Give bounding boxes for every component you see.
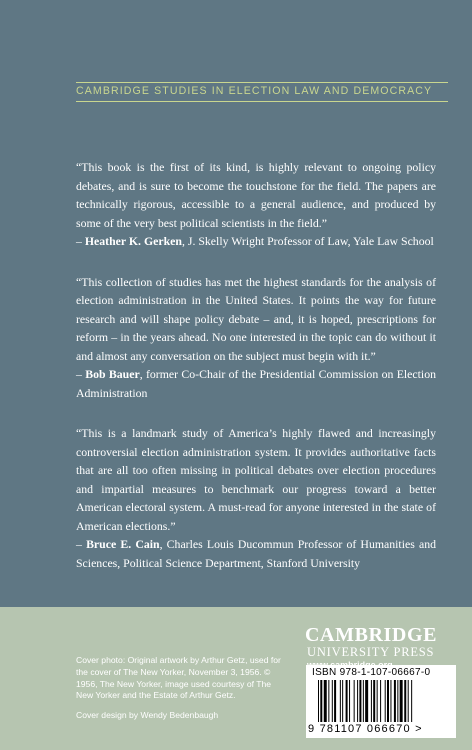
barcode-bar bbox=[346, 680, 348, 722]
publisher-name: CAMBRIDGE bbox=[305, 624, 438, 646]
barcode-bar bbox=[404, 680, 406, 722]
endorsements bbox=[76, 158, 436, 594]
endorser-affiliation: , J. Skelly Wright Professor of Law, Yale Law School bbox=[181, 234, 434, 248]
endorsement-attribution bbox=[76, 232, 436, 251]
barcode-bar bbox=[411, 680, 412, 722]
barcode-bar bbox=[340, 680, 341, 722]
design-credit: Cover design by Wendy Bedenbaugh bbox=[76, 710, 219, 721]
barcode-bar bbox=[385, 680, 386, 722]
photo-credit: Cover photo: Original artwork by Arthur Getz, used for the cover of The New Yorker, November 3, 1956. © 1956, The New Yorker, image used courtesy of The New Yorker and the Estate of Arthur Getz. bbox=[76, 655, 281, 701]
endorsement-text: “This book is the first of its kind, is highly relevant to ongoing policy debates, and is sure to become the touchstone for the field. The papers are technically rigorous, accessible to a general audience, and produced by some of the very best political scientists in the field.” bbox=[76, 160, 436, 230]
barcode-bar bbox=[390, 680, 391, 722]
endorsement-text: “This is a landmark study of America’s highly flawed and increasingly controversial election administration system. It provides authoritative facts that are all too often missing in political debates over election procedures and impartial measures to benchmark our progress toward a better American electoral system. A must-read for anyone interested in the state of American elections.” bbox=[76, 426, 436, 533]
barcode-bar bbox=[328, 680, 329, 722]
endorsement bbox=[76, 273, 436, 403]
barcode-bar bbox=[354, 680, 355, 722]
barcode-bar bbox=[400, 680, 403, 722]
series-rule-bottom bbox=[76, 101, 448, 102]
publisher-press: UNIVERSITY PRESS bbox=[307, 645, 435, 659]
barcode-bar bbox=[394, 680, 396, 722]
endorser-name: Bruce E. Cain bbox=[86, 537, 160, 551]
barcode-bar bbox=[359, 680, 361, 722]
endorser-name: Bob Bauer bbox=[85, 367, 140, 381]
endorsement-attribution bbox=[76, 365, 436, 402]
barcode-bar bbox=[318, 680, 319, 722]
barcode-bar bbox=[357, 680, 358, 722]
barcode-bar bbox=[365, 680, 368, 722]
attribution-dash: – bbox=[76, 537, 87, 551]
barcode-bar bbox=[324, 680, 327, 722]
endorser-affiliation: , former Co-Chair of the Presidential Commission on Election Administration bbox=[76, 367, 436, 400]
barcode-bar bbox=[320, 680, 322, 722]
barcode-icon bbox=[318, 680, 446, 722]
barcode-bar bbox=[380, 680, 381, 722]
barcode-bar bbox=[387, 680, 389, 722]
cover-credits bbox=[76, 655, 286, 722]
barcode-bar bbox=[373, 680, 375, 722]
barcode-bar bbox=[408, 680, 409, 722]
endorser-affiliation: , Charles Louis Ducommun Professor of Humanities and Sciences, Political Science Department, Stanford University bbox=[76, 537, 436, 570]
isbn-label: ISBN 978-1-107-06667-0 bbox=[312, 667, 431, 678]
endorsement-attribution bbox=[76, 535, 436, 572]
barcode-bar bbox=[349, 680, 350, 722]
barcode-bar bbox=[371, 680, 372, 722]
attribution-dash: – bbox=[76, 234, 85, 248]
series-rule-top bbox=[76, 82, 448, 83]
endorsement-text: “This collection of studies has met the highest standards for the analysis of election administration in the United States. It points the way for future research and will shape policy debate – and, it is hoped, prescriptions for reform – in the years ahead. No one interested in the topic can do without it and almost any conversation on the subject must begin with it.” bbox=[76, 274, 436, 363]
barcode-bar bbox=[334, 680, 336, 722]
endorsement bbox=[76, 158, 436, 251]
endorser-name: Heather K. Gerken bbox=[84, 234, 182, 248]
barcode-bar bbox=[363, 680, 364, 722]
series-title: CAMBRIDGE STUDIES IN ELECTION LAW AND DEMOCRACY bbox=[76, 85, 433, 97]
barcode-bar bbox=[377, 680, 378, 722]
barcode-bar bbox=[397, 680, 398, 722]
barcode-bar bbox=[332, 680, 333, 722]
ean-digits: 9 781107 066670 > bbox=[308, 723, 423, 735]
barcode-bar bbox=[342, 680, 343, 722]
endorsement bbox=[76, 424, 436, 572]
attribution-dash: – bbox=[76, 367, 86, 381]
barcode-panel bbox=[306, 665, 456, 738]
